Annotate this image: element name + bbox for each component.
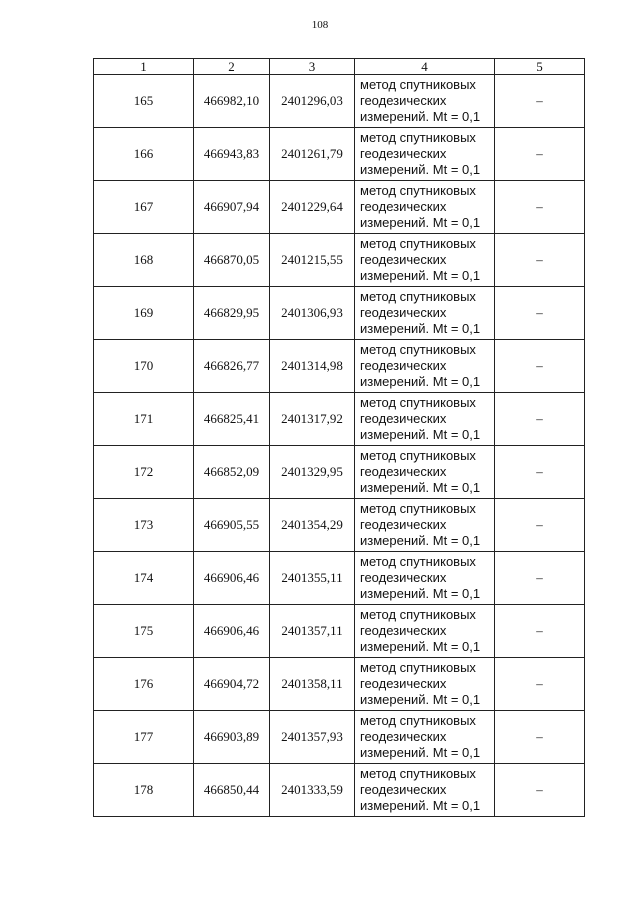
point-number-cell: 178 [94, 764, 194, 817]
x-coordinate-cell: 466906,46 [194, 552, 270, 605]
table-row [94, 181, 585, 234]
point-number-cell: 175 [94, 605, 194, 658]
table-row [94, 393, 585, 446]
y-coordinate-cell: 2401354,29 [270, 499, 355, 552]
method-line: геодезических [360, 93, 447, 108]
method-line: геодезических [360, 729, 447, 744]
table-row [94, 234, 585, 287]
table-row [94, 340, 585, 393]
method-line: измерений. Mt = 0,1 [360, 427, 481, 442]
table-row [94, 658, 585, 711]
x-coordinate-cell: 466850,44 [194, 764, 270, 817]
y-coordinate-cell: 2401317,92 [270, 393, 355, 446]
method-line: измерений. Mt = 0,1 [360, 374, 481, 389]
method-line: измерений. Mt = 0,1 [360, 321, 481, 336]
y-coordinate-cell: 2401358,11 [270, 658, 355, 711]
method-line: геодезических [360, 517, 447, 532]
point-number-cell: 176 [94, 658, 194, 711]
y-coordinate-cell: 2401329,95 [270, 446, 355, 499]
method-line: метод спутниковых [360, 289, 476, 304]
method-line: геодезических [360, 676, 447, 691]
y-coordinate-cell: 2401215,55 [270, 234, 355, 287]
y-coordinate-cell: 2401355,11 [270, 552, 355, 605]
method-line: геодезических [360, 358, 447, 373]
method-cell [355, 340, 495, 393]
method-line: измерений. Mt = 0,1 [360, 586, 481, 601]
method-line: геодезических [360, 464, 447, 479]
x-coordinate-cell: 466906,46 [194, 605, 270, 658]
page-number: 108 [311, 19, 329, 31]
method-cell [355, 446, 495, 499]
x-coordinate-cell: 466870,05 [194, 234, 270, 287]
x-coordinate-cell: 466829,95 [194, 287, 270, 340]
method-line: геодезических [360, 623, 447, 638]
note-cell: – [495, 605, 585, 658]
x-coordinate-cell: 466905,55 [194, 499, 270, 552]
point-number-cell: 174 [94, 552, 194, 605]
table-header-row [94, 59, 585, 75]
method-line: метод спутниковых [360, 448, 476, 463]
table-row [94, 552, 585, 605]
note-cell: – [495, 340, 585, 393]
table-row [94, 764, 585, 817]
coordinates-table [93, 58, 585, 817]
method-line: измерений. Mt = 0,1 [360, 639, 481, 654]
method-line: измерений. Mt = 0,1 [360, 692, 481, 707]
point-number-cell: 170 [94, 340, 194, 393]
method-line: метод спутниковых [360, 660, 476, 675]
note-cell: – [495, 75, 585, 128]
x-coordinate-cell: 466943,83 [194, 128, 270, 181]
method-line: геодезических [360, 305, 447, 320]
method-cell [355, 552, 495, 605]
y-coordinate-cell: 2401296,03 [270, 75, 355, 128]
table-row [94, 446, 585, 499]
note-cell: – [495, 499, 585, 552]
y-coordinate-cell: 2401357,11 [270, 605, 355, 658]
method-line: измерений. Mt = 0,1 [360, 215, 481, 230]
column-header: 5 [495, 59, 585, 75]
x-coordinate-cell: 466907,94 [194, 181, 270, 234]
point-number-cell: 168 [94, 234, 194, 287]
column-header: 2 [194, 59, 270, 75]
note-cell: – [495, 658, 585, 711]
x-coordinate-cell: 466826,77 [194, 340, 270, 393]
method-line: измерений. Mt = 0,1 [360, 162, 481, 177]
table-row [94, 605, 585, 658]
method-line: геодезических [360, 411, 447, 426]
method-line: метод спутниковых [360, 183, 476, 198]
method-cell [355, 711, 495, 764]
note-cell: – [495, 234, 585, 287]
method-line: измерений. Mt = 0,1 [360, 798, 481, 813]
method-line: геодезических [360, 252, 447, 267]
y-coordinate-cell: 2401333,59 [270, 764, 355, 817]
note-cell: – [495, 393, 585, 446]
method-cell [355, 764, 495, 817]
point-number-cell: 177 [94, 711, 194, 764]
y-coordinate-cell: 2401229,64 [270, 181, 355, 234]
method-cell [355, 605, 495, 658]
y-coordinate-cell: 2401261,79 [270, 128, 355, 181]
method-line: метод спутниковых [360, 766, 476, 781]
method-line: измерений. Mt = 0,1 [360, 480, 481, 495]
method-line: метод спутниковых [360, 713, 476, 728]
point-number-cell: 167 [94, 181, 194, 234]
method-cell [355, 287, 495, 340]
method-cell [355, 128, 495, 181]
method-line: измерений. Mt = 0,1 [360, 745, 481, 760]
y-coordinate-cell: 2401314,98 [270, 340, 355, 393]
x-coordinate-cell: 466982,10 [194, 75, 270, 128]
method-line: метод спутниковых [360, 395, 476, 410]
method-line: геодезических [360, 782, 447, 797]
method-line: метод спутниковых [360, 607, 476, 622]
method-line: измерений. Mt = 0,1 [360, 268, 481, 283]
method-line: метод спутниковых [360, 342, 476, 357]
column-header: 3 [270, 59, 355, 75]
column-header: 4 [355, 59, 495, 75]
method-line: геодезических [360, 199, 447, 214]
method-cell [355, 234, 495, 287]
x-coordinate-cell: 466904,72 [194, 658, 270, 711]
method-line: метод спутниковых [360, 77, 476, 92]
x-coordinate-cell: 466825,41 [194, 393, 270, 446]
column-header: 1 [94, 59, 194, 75]
method-line: метод спутниковых [360, 130, 476, 145]
note-cell: – [495, 128, 585, 181]
method-cell [355, 499, 495, 552]
method-line: метод спутниковых [360, 236, 476, 251]
table-row [94, 128, 585, 181]
note-cell: – [495, 446, 585, 499]
method-line: геодезических [360, 570, 447, 585]
point-number-cell: 165 [94, 75, 194, 128]
x-coordinate-cell: 466852,09 [194, 446, 270, 499]
method-line: измерений. Mt = 0,1 [360, 533, 481, 548]
note-cell: – [495, 711, 585, 764]
note-cell: – [495, 764, 585, 817]
method-cell [355, 393, 495, 446]
point-number-cell: 173 [94, 499, 194, 552]
method-line: геодезических [360, 146, 447, 161]
method-line: метод спутниковых [360, 554, 476, 569]
x-coordinate-cell: 466903,89 [194, 711, 270, 764]
y-coordinate-cell: 2401306,93 [270, 287, 355, 340]
point-number-cell: 166 [94, 128, 194, 181]
method-cell [355, 658, 495, 711]
note-cell: – [495, 552, 585, 605]
y-coordinate-cell: 2401357,93 [270, 711, 355, 764]
note-cell: – [495, 287, 585, 340]
table-row [94, 499, 585, 552]
point-number-cell: 171 [94, 393, 194, 446]
point-number-cell: 172 [94, 446, 194, 499]
table-row [94, 711, 585, 764]
method-line: измерений. Mt = 0,1 [360, 109, 481, 124]
method-cell [355, 75, 495, 128]
table-body [94, 75, 585, 817]
point-number-cell: 169 [94, 287, 194, 340]
table-row [94, 287, 585, 340]
method-cell [355, 181, 495, 234]
table-row [94, 75, 585, 128]
method-line: метод спутниковых [360, 501, 476, 516]
note-cell: – [495, 181, 585, 234]
